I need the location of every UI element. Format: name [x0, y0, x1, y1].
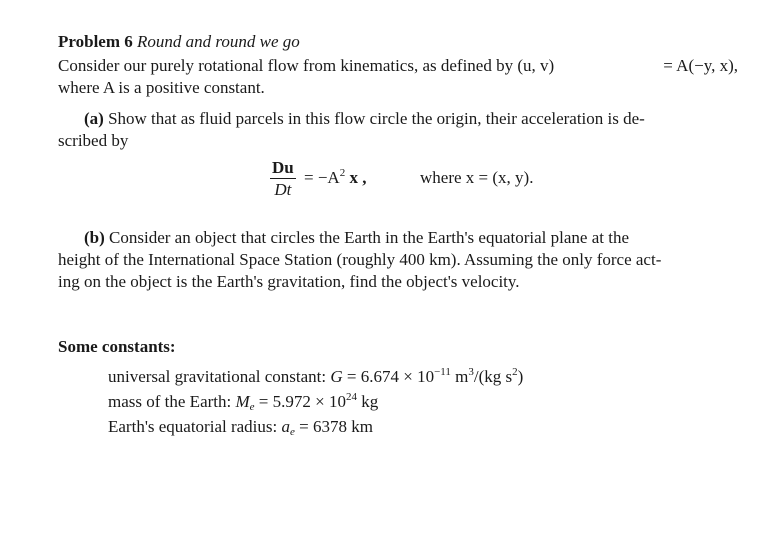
constant-g-label: universal gravitational constant: [108, 367, 331, 386]
part-b-line-1-content [84, 227, 629, 249]
equation-rhs [304, 167, 366, 189]
part-b-text-1: Consider an object that circles the Earth in the Earth's equatorial plane at the [109, 228, 629, 247]
part-b-line-1 [58, 227, 738, 249]
constant-g-unit-b: /(kg s [473, 367, 513, 386]
part-a [58, 108, 738, 207]
constant-radius-subscript: e [289, 426, 295, 438]
problem-title [58, 31, 738, 53]
part-a-text-1: Show that as fluid parcels in this flow circle the origin, their acceleration is de- [108, 109, 645, 128]
constant-mass-exponent: 24 [345, 391, 357, 403]
constant-mass-label: mass of the Earth: [108, 392, 236, 411]
part-b-text-2: height of the International Space Station (roughly 400 km). Assuming the only force act- [58, 250, 662, 269]
constant-g-unit-a-exp: 3 [468, 366, 474, 378]
equation-rhs-exponent: 2 [339, 167, 346, 179]
problem-subtitle: Round and round we go [137, 32, 300, 51]
constant-radius-label: Earth's equatorial radius: [108, 417, 282, 436]
fraction-numerator: Du [272, 158, 294, 177]
part-b-line-3: ing on the object is the Earth's gravitation, find the object's velocity. [58, 272, 520, 291]
fraction-denominator: Dt [274, 180, 292, 199]
constant-g-exponent: −11 [434, 366, 451, 378]
constant-g-unit-a: m [450, 367, 469, 386]
constant-radius-symbol: a [281, 417, 290, 436]
constant-earth-radius [108, 414, 738, 439]
part-a-line-1 [58, 108, 738, 130]
acceleration-equation [58, 157, 738, 207]
constant-g-unit-b-exp: 2 [512, 366, 518, 378]
constant-mass-subscript: e [249, 401, 255, 413]
constant-g-value: = 6.674 × 10 [346, 367, 435, 386]
equation-where-clause: where x = (x, y). [420, 168, 534, 187]
part-a-label: (a) [84, 109, 104, 128]
material-derivative-fraction [270, 157, 296, 201]
intro-line-1 [58, 55, 738, 77]
constants-list [58, 364, 738, 439]
problem-document [58, 31, 738, 439]
part-b-line-2 [58, 249, 738, 271]
constant-g-symbol: G [330, 367, 343, 386]
part-a-line-2: scribed by [58, 131, 129, 150]
problem-heading: Problem 6 [58, 32, 133, 51]
constant-radius-value: = 6378 km [294, 417, 373, 436]
constant-mass-unit: kg [356, 392, 379, 411]
constant-mass-symbol: M [235, 392, 250, 411]
constant-gravitational [108, 364, 738, 389]
part-b [58, 227, 738, 293]
problem-intro [58, 55, 738, 99]
constant-mass-value: = 5.972 × 10 [254, 392, 346, 411]
equation-rhs-main: = −A [304, 168, 340, 187]
constant-earth-mass [108, 389, 738, 414]
constants-title: Some constants: [58, 337, 176, 356]
constant-g-unit-c: ) [517, 367, 524, 386]
equation-rhs-tail: x , [349, 168, 367, 187]
intro-line-1-right: = A(−y, x), [663, 56, 738, 75]
intro-line-2: where A is a positive constant. [58, 78, 265, 97]
part-b-label: (b) [84, 228, 105, 247]
intro-line-1-left: Consider our purely rotational flow from kinematics, as defined by (u, v) [58, 56, 555, 75]
